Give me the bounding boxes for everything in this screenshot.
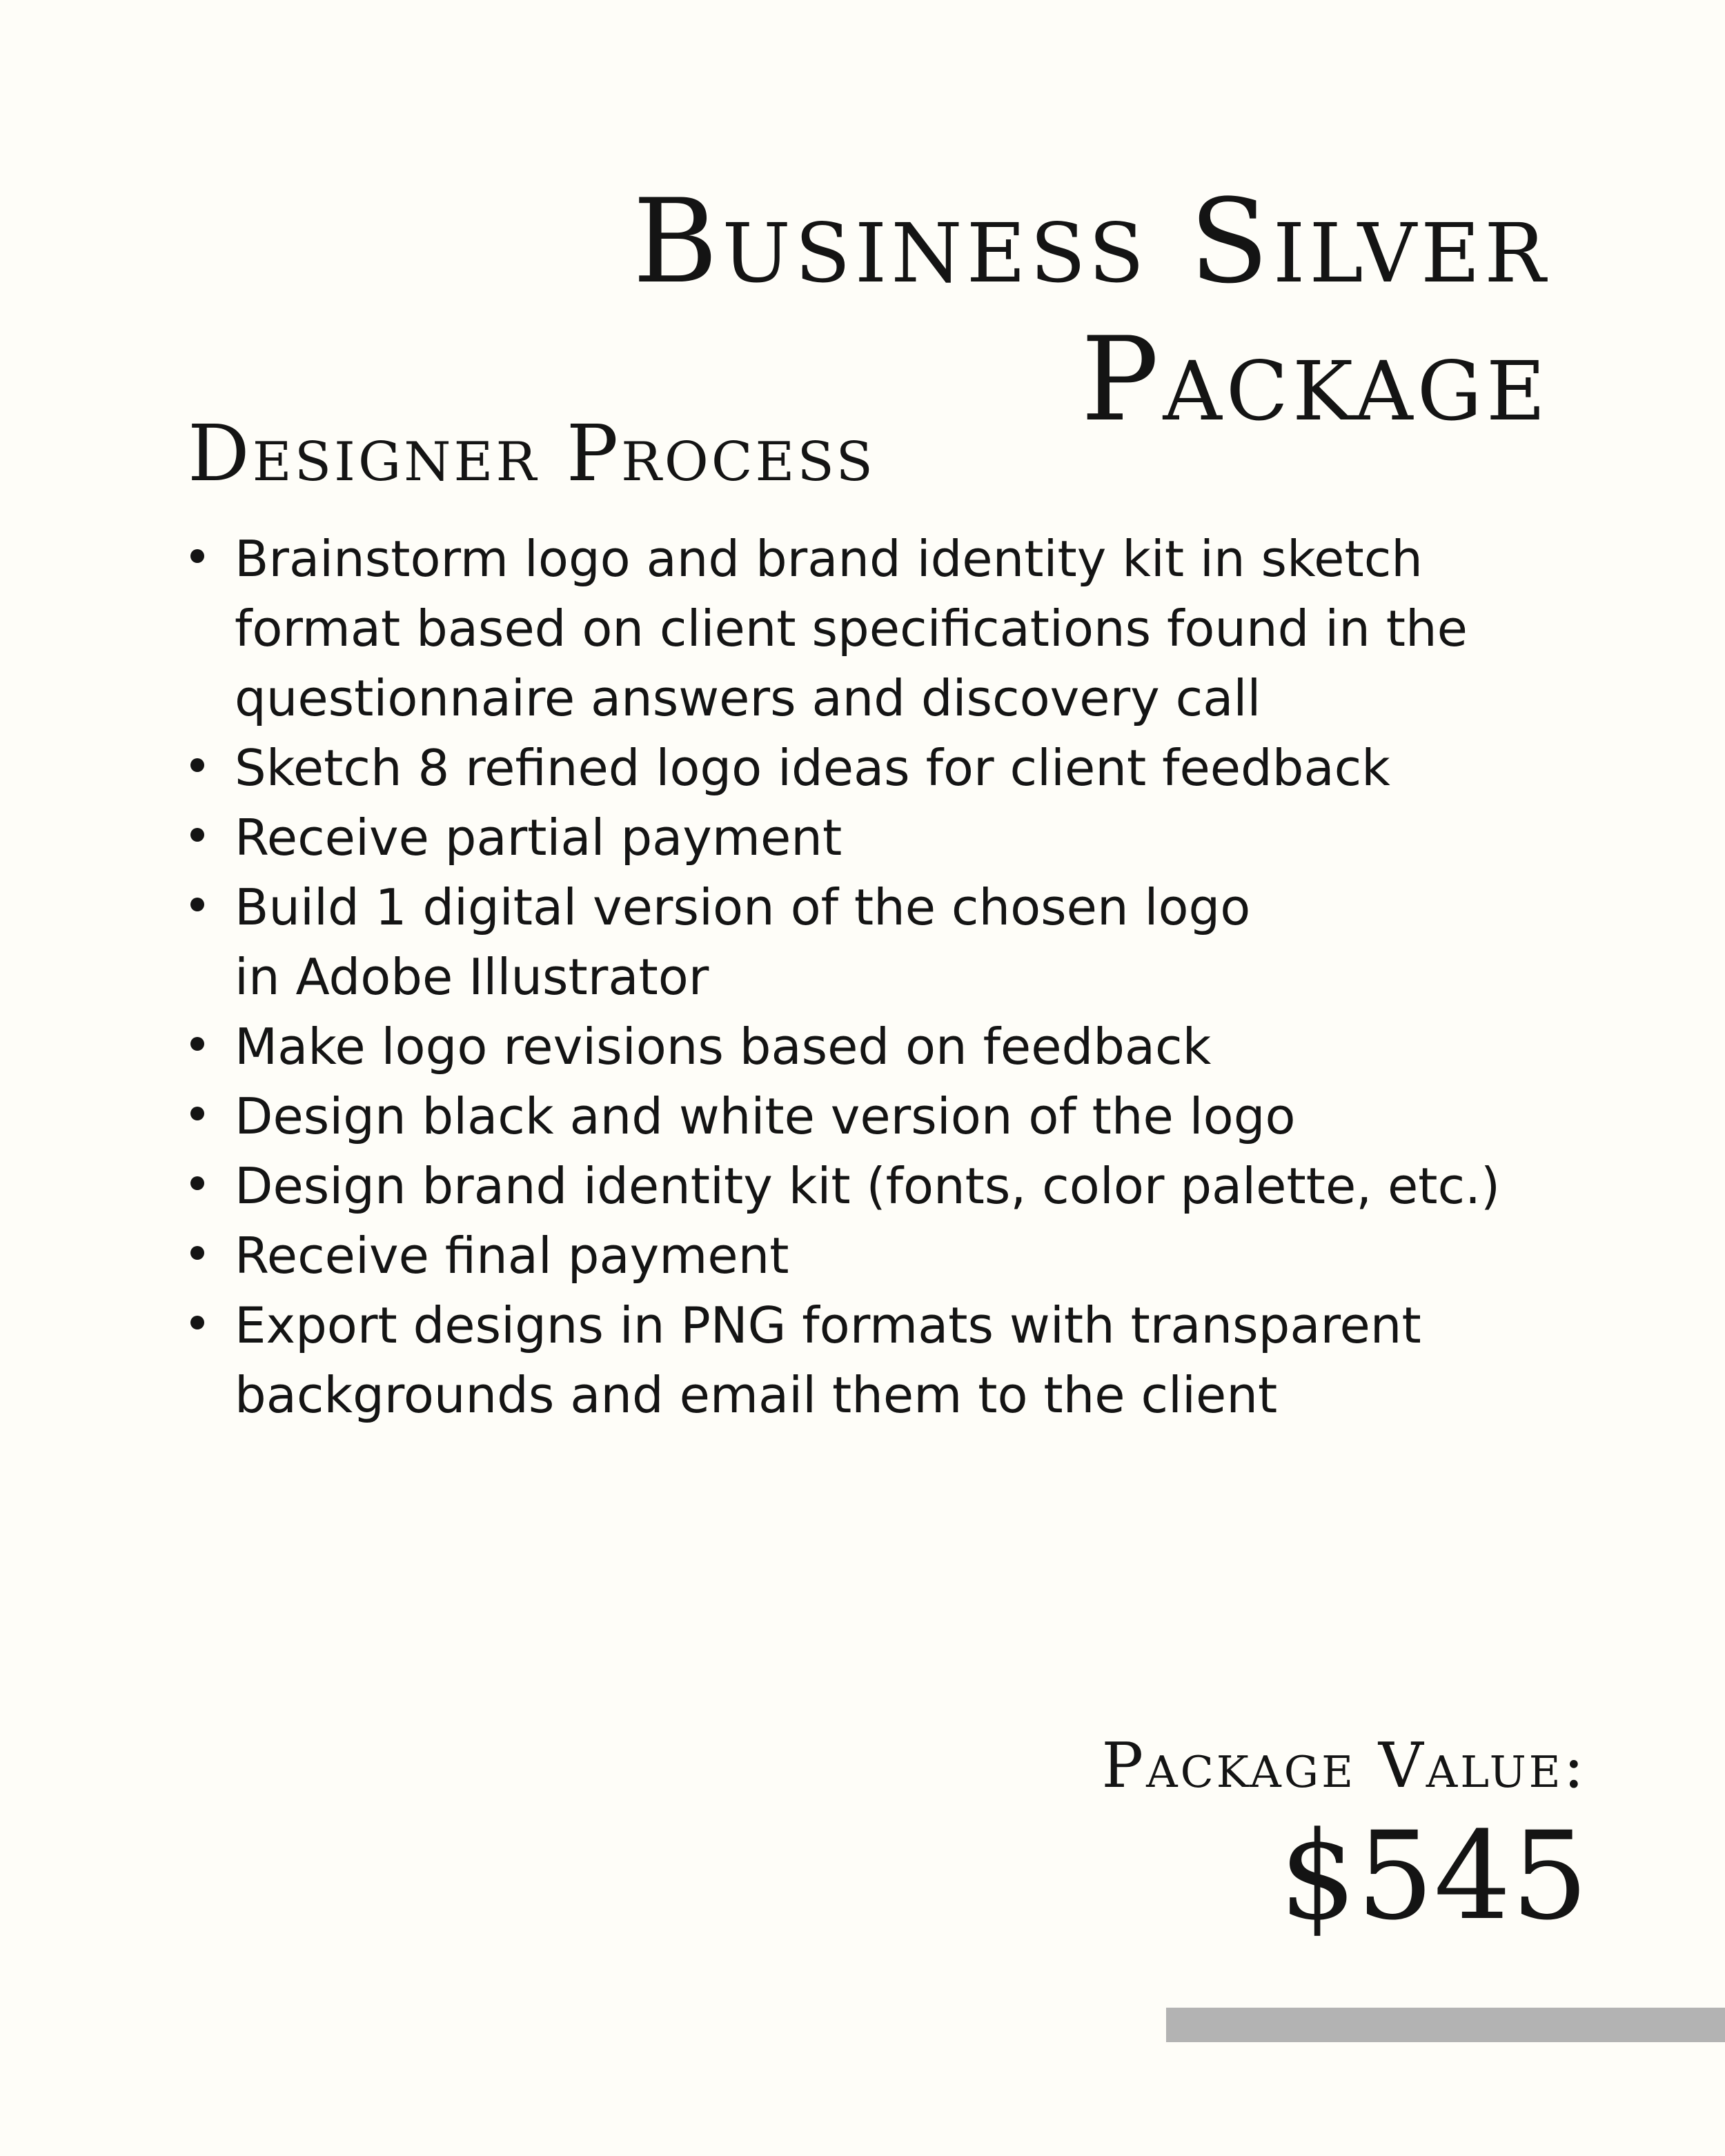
package-value-label: Package Value: xyxy=(1101,1730,1587,1802)
bullet-icon xyxy=(190,1176,204,1190)
bullet-icon xyxy=(190,828,204,842)
list-item xyxy=(235,1291,1546,1430)
list-item-line: backgrounds and email them to the client xyxy=(235,1366,1278,1424)
list-item-line: Receive partial payment xyxy=(235,809,842,867)
bullet-icon xyxy=(190,1246,204,1260)
page-title-line-2: Package xyxy=(1081,312,1550,447)
list-item-line: questionnaire answers and discovery call xyxy=(235,669,1261,727)
list-item xyxy=(235,873,1546,1012)
list-item-line: Brainstorm logo and brand identity kit in sketch xyxy=(235,530,1423,588)
list-item-line: Make logo revisions based on feedback xyxy=(235,1018,1212,1076)
package-price: $545 xyxy=(1279,1806,1588,1947)
list-item-line: Sketch 8 refined logo ideas for client feedback xyxy=(235,739,1390,797)
bullet-icon xyxy=(190,1107,204,1120)
list-item xyxy=(235,803,1546,873)
bullet-icon xyxy=(190,898,204,911)
list-item-line: Design brand identity kit (fonts, color palette, etc.) xyxy=(235,1157,1501,1215)
list-item-line: Export designs in PNG formats with transparent xyxy=(235,1296,1421,1354)
list-item xyxy=(235,1221,1546,1291)
list-item-line: Design black and white version of the logo xyxy=(235,1087,1296,1145)
bullet-icon xyxy=(190,1037,204,1051)
list-item-line: Build 1 digital version of the chosen logo xyxy=(235,878,1251,936)
process-list xyxy=(235,524,1546,1430)
accent-bar xyxy=(1166,2008,1725,2042)
list-item xyxy=(235,1012,1546,1082)
list-item xyxy=(235,1082,1546,1151)
bullet-icon xyxy=(190,549,204,563)
list-item-line: format based on client specifications found in the xyxy=(235,600,1468,657)
list-item-line: Receive final payment xyxy=(235,1227,789,1285)
list-item xyxy=(235,1151,1546,1221)
list-item-line: in Adobe Illustrator xyxy=(235,948,709,1006)
bullet-icon xyxy=(190,758,204,772)
list-item xyxy=(235,733,1546,803)
bullet-icon xyxy=(190,1316,204,1329)
section-heading: Designer Process xyxy=(188,409,876,499)
list-item xyxy=(235,524,1546,733)
page-title-line-1: Business Silver xyxy=(632,174,1550,309)
